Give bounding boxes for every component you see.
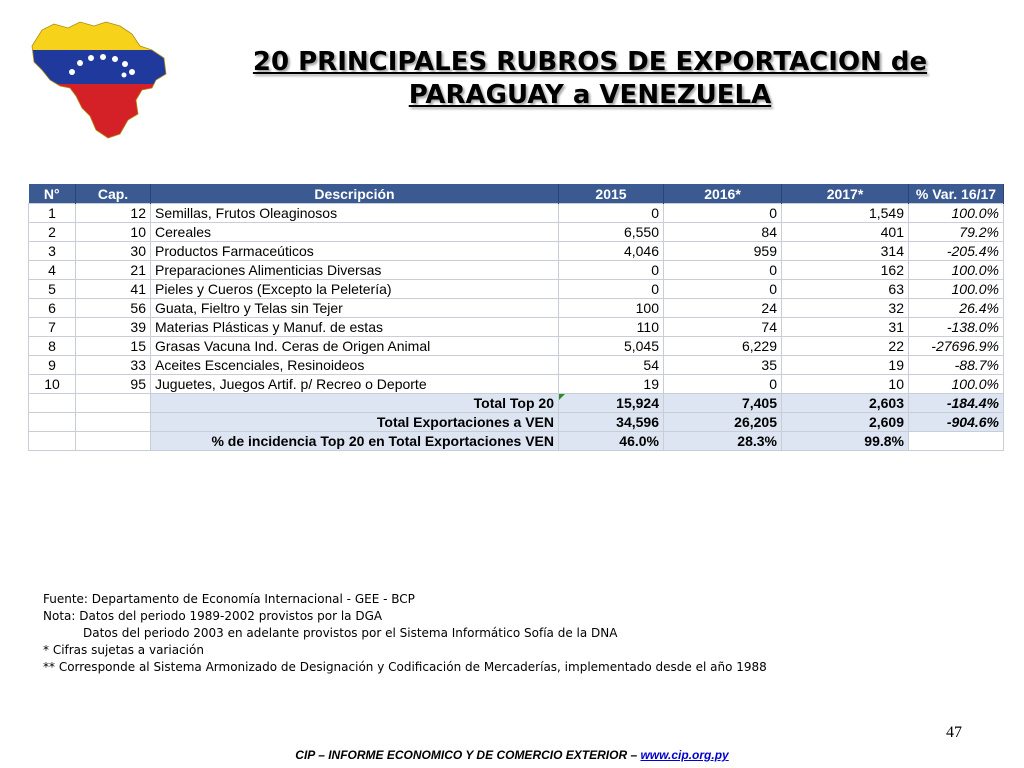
table-cell: 6,229 xyxy=(664,337,782,356)
title-line-2: PARAGUAY a VENEZUELA xyxy=(408,80,772,110)
table-row xyxy=(29,261,1004,280)
table-cell xyxy=(29,432,76,451)
col-header-2017: 2017* xyxy=(782,184,909,204)
table-cell: 26.4% xyxy=(909,299,1004,318)
table-cell: 12 xyxy=(76,204,151,223)
table-cell: -205.4% xyxy=(909,242,1004,261)
table-cell: 162 xyxy=(782,261,909,280)
table-cell: 0 xyxy=(664,375,782,394)
table-cell: 7 xyxy=(29,318,76,337)
table-cell: 100.0% xyxy=(909,204,1004,223)
table-cell: 1 xyxy=(29,204,76,223)
table-cell: 54 xyxy=(559,356,664,375)
table-cell: 63 xyxy=(782,280,909,299)
footer-text: CIP – INFORME ECONOMICO Y DE COMERCIO EXTERIOR – xyxy=(295,748,641,762)
table-cell: 30 xyxy=(76,242,151,261)
table-cell: Aceites Escenciales, Resinoideos xyxy=(151,356,559,375)
table-cell: Preparaciones Alimenticias Diversas xyxy=(151,261,559,280)
table-cell: 0 xyxy=(559,280,664,299)
note-source: Fuente: Departamento de Economía Internacional - GEE - BCP xyxy=(43,592,415,606)
table-cell: 39 xyxy=(76,318,151,337)
exports-table xyxy=(28,184,1004,451)
total-value: 2,609 xyxy=(782,413,909,432)
table-cell: 0 xyxy=(559,261,664,280)
table-cell: 4 xyxy=(29,261,76,280)
table-cell: Guata, Fieltro y Telas sin Tejer xyxy=(151,299,559,318)
total-label: % de incidencia Top 20 en Total Exportaciones VEN xyxy=(151,432,559,451)
table-cell: 0 xyxy=(664,204,782,223)
table-row xyxy=(29,318,1004,337)
table-cell: 31 xyxy=(782,318,909,337)
table-cell: 56 xyxy=(76,299,151,318)
total-value: 15,924 xyxy=(559,394,664,413)
table-cell: -27696.9% xyxy=(909,337,1004,356)
table-header-row xyxy=(29,184,1004,204)
table-cell: 35 xyxy=(664,356,782,375)
table-cell: Juguetes, Juegos Artif. p/ Recreo o Deporte xyxy=(151,375,559,394)
total-value: 34,596 xyxy=(559,413,664,432)
col-header-descripcion: Descripción xyxy=(151,184,559,204)
table-cell: 100.0% xyxy=(909,261,1004,280)
col-header-cap: Cap. xyxy=(76,184,151,204)
table-cell: 0 xyxy=(664,261,782,280)
table-cell: 19 xyxy=(559,375,664,394)
table-cell: 6 xyxy=(29,299,76,318)
total-value: 28.3% xyxy=(664,432,782,451)
table-row xyxy=(29,375,1004,394)
venezuela-flag-map-icon xyxy=(24,16,170,142)
total-label: Total Exportaciones a VEN xyxy=(151,413,559,432)
table-row xyxy=(29,299,1004,318)
table-cell: 10 xyxy=(782,375,909,394)
table-cell: 0 xyxy=(559,204,664,223)
table-cell: Cereales xyxy=(151,223,559,242)
table-cell: 41 xyxy=(76,280,151,299)
note-dga: Nota: Datos del periodo 1989-2002 provistos por la DGA xyxy=(43,609,383,623)
title-line-1: 20 PRINCIPALES RUBROS DE EXPORTACION de xyxy=(252,47,928,77)
table-cell: 401 xyxy=(782,223,909,242)
table-cell xyxy=(76,432,151,451)
table-cell: 15 xyxy=(76,337,151,356)
table-cell xyxy=(76,413,151,432)
table-cell: 19 xyxy=(782,356,909,375)
table-cell: 95 xyxy=(76,375,151,394)
table-cell xyxy=(29,413,76,432)
total-value xyxy=(909,432,1004,451)
table-cell: 110 xyxy=(559,318,664,337)
table-cell: Productos Farmaceúticos xyxy=(151,242,559,261)
table-row xyxy=(29,337,1004,356)
page-number: 47 xyxy=(946,724,962,741)
table-cell: Pieles y Cueros (Excepto la Peletería) xyxy=(151,280,559,299)
table-cell: Materias Plásticas y Manuf. de estas xyxy=(151,318,559,337)
table-cell: 5 xyxy=(29,280,76,299)
total-value: 7,405 xyxy=(664,394,782,413)
table-cell: 2 xyxy=(29,223,76,242)
table-cell: 79.2% xyxy=(909,223,1004,242)
table-row xyxy=(29,280,1004,299)
total-value: -184.4% xyxy=(909,394,1004,413)
table-cell: 4,046 xyxy=(559,242,664,261)
table-cell: 100.0% xyxy=(909,280,1004,299)
total-value: 46.0% xyxy=(559,432,664,451)
table-row xyxy=(29,223,1004,242)
note-dna: Datos del periodo 2003 en adelante provistos por el Sistema Informático Sofía de la DNA xyxy=(83,626,618,640)
table-cell: -138.0% xyxy=(909,318,1004,337)
table-cell: 5,045 xyxy=(559,337,664,356)
footer-link[interactable]: www.cip.org.py xyxy=(640,748,729,762)
table-cell: 100 xyxy=(559,299,664,318)
table-cell: 10 xyxy=(76,223,151,242)
total-top20-row xyxy=(29,394,1004,413)
col-header-2015: 2015 xyxy=(559,184,664,204)
total-value: 99.8% xyxy=(782,432,909,451)
incidence-row xyxy=(29,432,1004,451)
page-title xyxy=(200,46,980,112)
col-header-2016: 2016* xyxy=(664,184,782,204)
table-cell: 9 xyxy=(29,356,76,375)
table-cell: Semillas, Frutos Oleaginosos xyxy=(151,204,559,223)
table-cell: 0 xyxy=(664,280,782,299)
table-cell: 314 xyxy=(782,242,909,261)
table-cell: 24 xyxy=(664,299,782,318)
table-row xyxy=(29,242,1004,261)
table-cell: 21 xyxy=(76,261,151,280)
col-header-n: N° xyxy=(29,184,76,204)
table-cell: 3 xyxy=(29,242,76,261)
table-cell: 959 xyxy=(664,242,782,261)
total-value: -904.6% xyxy=(909,413,1004,432)
total-exports-row xyxy=(29,413,1004,432)
table-cell: 1,549 xyxy=(782,204,909,223)
total-value: 2,603 xyxy=(782,394,909,413)
table-cell xyxy=(76,394,151,413)
table-cell: 22 xyxy=(782,337,909,356)
table-cell: Grasas Vacuna Ind. Ceras de Origen Animal xyxy=(151,337,559,356)
table-cell: 84 xyxy=(664,223,782,242)
table-cell: 100.0% xyxy=(909,375,1004,394)
col-header-var: % Var. 16/17 xyxy=(909,184,1004,204)
source-notes xyxy=(43,591,767,676)
table-cell: 6,550 xyxy=(559,223,664,242)
footer xyxy=(0,748,1024,762)
table-cell: 10 xyxy=(29,375,76,394)
note-harmonized: ** Corresponde al Sistema Armonizado de Designación y Codificación de Mercaderías, implementado desde el año 1988 xyxy=(43,660,767,674)
table-cell: 33 xyxy=(76,356,151,375)
table-cell: 32 xyxy=(782,299,909,318)
total-value: 26,205 xyxy=(664,413,782,432)
table-cell: -88.7% xyxy=(909,356,1004,375)
table-row xyxy=(29,204,1004,223)
note-variation: * Cifras sujetas a variación xyxy=(43,643,204,657)
table-row xyxy=(29,356,1004,375)
table-cell: 74 xyxy=(664,318,782,337)
table-cell: 8 xyxy=(29,337,76,356)
total-label: Total Top 20 xyxy=(151,394,559,413)
table-cell xyxy=(29,394,76,413)
